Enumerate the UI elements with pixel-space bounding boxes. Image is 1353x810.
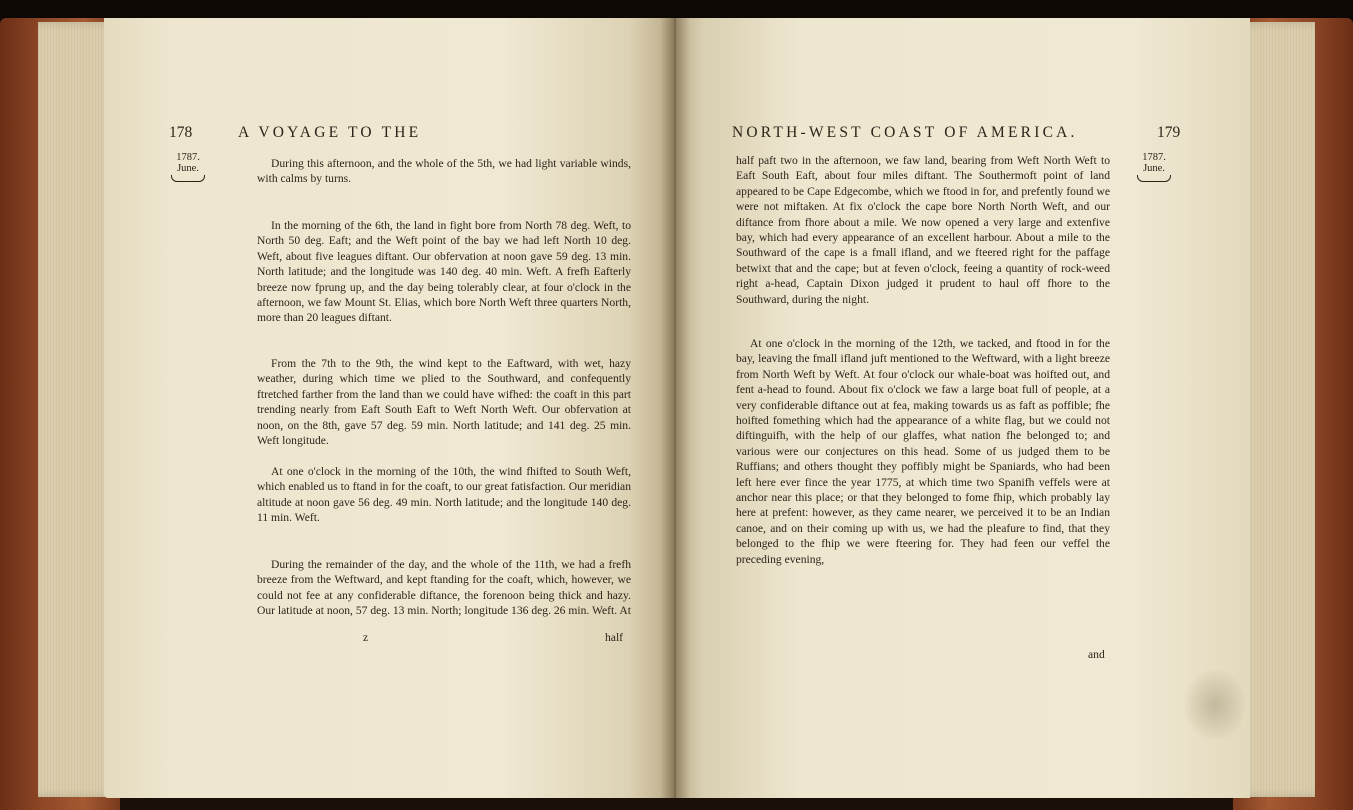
left-catchword: half <box>605 631 624 644</box>
margin-brace <box>171 175 205 182</box>
left-paragraph-2: In the morning of the 6th, the land in fight bore from North 78 deg. Weft, to North 50 deg. Eaft; and the Weft point of the bay we had left North 10 deg. Weft, about five leagues diftant. Our obfervation at noon gave 59 deg. 13 min. North latitude; and the longitude was 140 deg. 40 min. Weft. A frefh Eafterly breeze now fprung up, and the day being tolerably clear, at four o'clock in the afternoon, we faw Mount St. Elias, which bore North Weft three quarters North, more than 20 leagues diftant. <box>257 219 631 325</box>
signature-mark: z <box>363 631 369 644</box>
margin-year: 1787. <box>1142 152 1166 163</box>
right-catchword: and <box>1088 648 1105 661</box>
left-paragraph-1: During this afternoon, and the whole of the 5th, we had light variable winds, with calms by turns. <box>257 157 631 186</box>
right-margin-note <box>1136 152 1172 182</box>
left-paragraph-5: During the remainder of the day, and the whole of the 11th, we had a frefh breeze from the Weftward, and kept ftanding for the coaft, which, however, we could not fee at any confiderable diftance, the forenoon being thick and hazy. Our latitude at noon, 57 deg. 13 min. North; longitude 136 deg. 26 min. Weft. At <box>257 558 631 618</box>
left-margin-note <box>170 152 206 182</box>
right-paragraph-1: half paft two in the afternoon, we faw land, bearing from Weft North Weft to Eaft South Eaft, about four miles diftant. The Southermoft point of land appeared to be Cape Edgecombe, which we ftood in for, and prefently found we were not miftaken. At fix o'clock the cape bore North North Weft, and our diftance from fhore about a mile. We now opened a very large and extenfive bay, which had every appearance of an excellent harbour. About a mile to the Southward of the cape is a fmall ifland, and we fteered right for the paffage betwixt that and the cape; but at feven o'clock, feeing a quantity of rock-weed right a-head, Captain Dixon judged it prudent to haul off fhore to the Southward, during the night. <box>736 154 1110 306</box>
left-paragraph-3: From the 7th to the 9th, the wind kept to the Eaftward, with wet, hazy weather, during which time we plied to the Southward, and confequently ftretched farther from the land than we could have wifhed: the coaft in this part trending nearly from Eaft South Eaft to Weft North Weft. Our obfervation at noon, on the 8th, gave 57 deg. 59 min. North latitude; and 141 deg. 25 min. Weft longitude. <box>257 357 631 448</box>
right-paragraph-2: At one o'clock in the morning of the 12th, we tacked, and ftood in for the bay, leaving the fmall ifland juft mentioned to the Weftward, with a light breeze from North Weft by Weft. At four o'clock our whale-boat was hoifted out, and fent a-head to found. About fix o'clock we faw a large boat full of people, at a very confiderable diftance out at fea, making towards us as faft as poffible; fhe hoifted fomething which had the appearance of a white flag, but we could not diftinguifh, with the help of our glaffes, what nation fhe belonged to; and various were our conjectures on this head. Some of us judged them to be Ruffians; and others thought they poffibly might be Spaniards, who had been left here ever fince the year 1775, at which time two Spanifh veffels were at anchor near this place; or that they belonged to fome fhip, which probably lay here at prefent: however, as they came nearer, we perceived it to be an Indian canoe, and on their coming up with us, we had the pleafure to find, that they belonged to the fhip we were fteering for. They had feen our veffel the preceding evening, <box>736 337 1110 566</box>
right-running-head: NORTH-WEST COAST OF AMERICA. <box>732 124 1078 141</box>
left-paragraph-4: At one o'clock in the morning of the 10th, the wind fhifted to South Weft, which enabled us to ftand in for the coaft, to our great fatisfaction. Our meridian altitude at noon gave 56 deg. 49 min. North latitude; and the longitude 140 deg. 11 min. Weft. <box>257 465 631 525</box>
margin-year: 1787. <box>176 152 200 163</box>
margin-month: June. <box>1143 163 1165 174</box>
margin-month: June. <box>177 163 199 174</box>
left-folio: 178 <box>169 124 193 141</box>
paper-stain <box>1185 670 1245 740</box>
book-gutter <box>660 18 690 798</box>
right-folio: 179 <box>1157 124 1181 141</box>
margin-brace <box>1137 175 1171 182</box>
left-running-head: A VOYAGE TO THE <box>238 124 422 141</box>
